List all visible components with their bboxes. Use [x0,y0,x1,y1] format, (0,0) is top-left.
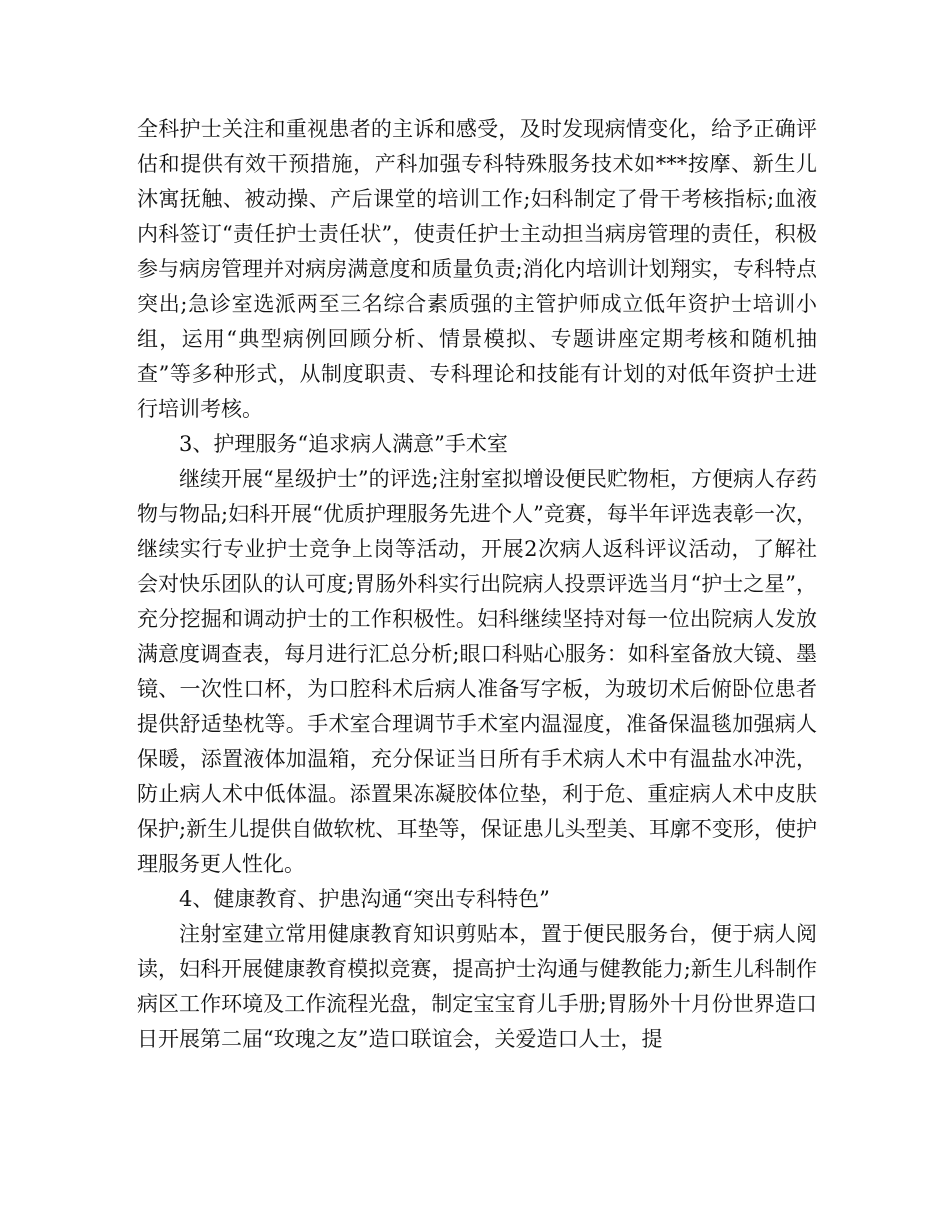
paragraph-health-education: 注射室建立常用健康教育知识剪贴本，置于便民服务台，便于病人阅读，妇科开展健康教育模拟竞赛，提高护士沟通与健教能力;新生儿科制作病区工作环境及工作流程光盘，制定宝宝育儿手册;胃肠外十月份世界造口日开展第二届“玫瑰之友”造口联谊会，关爱造口人士，提 [137,922,817,1051]
paragraph-nursing-service: 继续开展“星级护士”的评选;注射室拟增设便民贮物柜，方便病人存药物与物品;妇科开展“优质护理服务先进个人”竞赛，每半年评选表彰一次，继续实行专业护士竞争上岗等活动，开展2次病人返科评议活动，了解社会对快乐团队的认可度;胃肠外科实行出院病人投票评选当月“护士之星”，充分挖掘和调动护士的工作积极性。妇科继续坚持对每一位出院病人发放满意度调查表，每月进行汇总分析;眼口科贴心服务：如科室备放大镜、墨镜、一次性口杯，为口腔科术后病人准备写字板，为玻切术后俯卧位患者提供舒适垫枕等。手术室合理调节手术室内温湿度，准备保温毯加强病人保暖，添置液体加温箱，充分保证当日所有手术病人术中有温盐水冲洗，防止病人术中低体温。添置果冻凝胶体位垫，利于危、重症病人术中皮肤保护;新生儿提供自做软枕、耳垫等，保证患儿头型美、耳廓不变形，使护理服务更人性化。 [137,467,817,876]
section-heading-4: 4、健康教育、护患沟通“突出专科特色” [179,887,550,911]
document-body [137,112,817,1057]
section-heading-3: 3、护理服务“追求病人满意”手术室 [179,432,508,456]
paragraph-continuation: 全科护士关注和重视患者的主诉和感受，及时发现病情变化，给予正确评估和提供有效干预措施，产科加强专科特殊服务技术如***按摩、新生儿沐寓抚触、被动操、产后课堂的培训工作;妇科制定了骨干考核指标;血液内科签订“责任护士责任状”，使责任护士主动担当病房管理的责任，积极参与病房管理并对病房满意度和质量负责;消化内培训计划翔实，专科特点突出;急诊室选派两至三名综合素质强的主管护师成立低年资护士培训小组，运用“典型病例回顾分析、情景模拟、专题讲座定期考核和随机抽查”等多种形式，从制度职责、专科理论和技能有计划的对低年资护士进行培训考核。 [137,117,817,421]
